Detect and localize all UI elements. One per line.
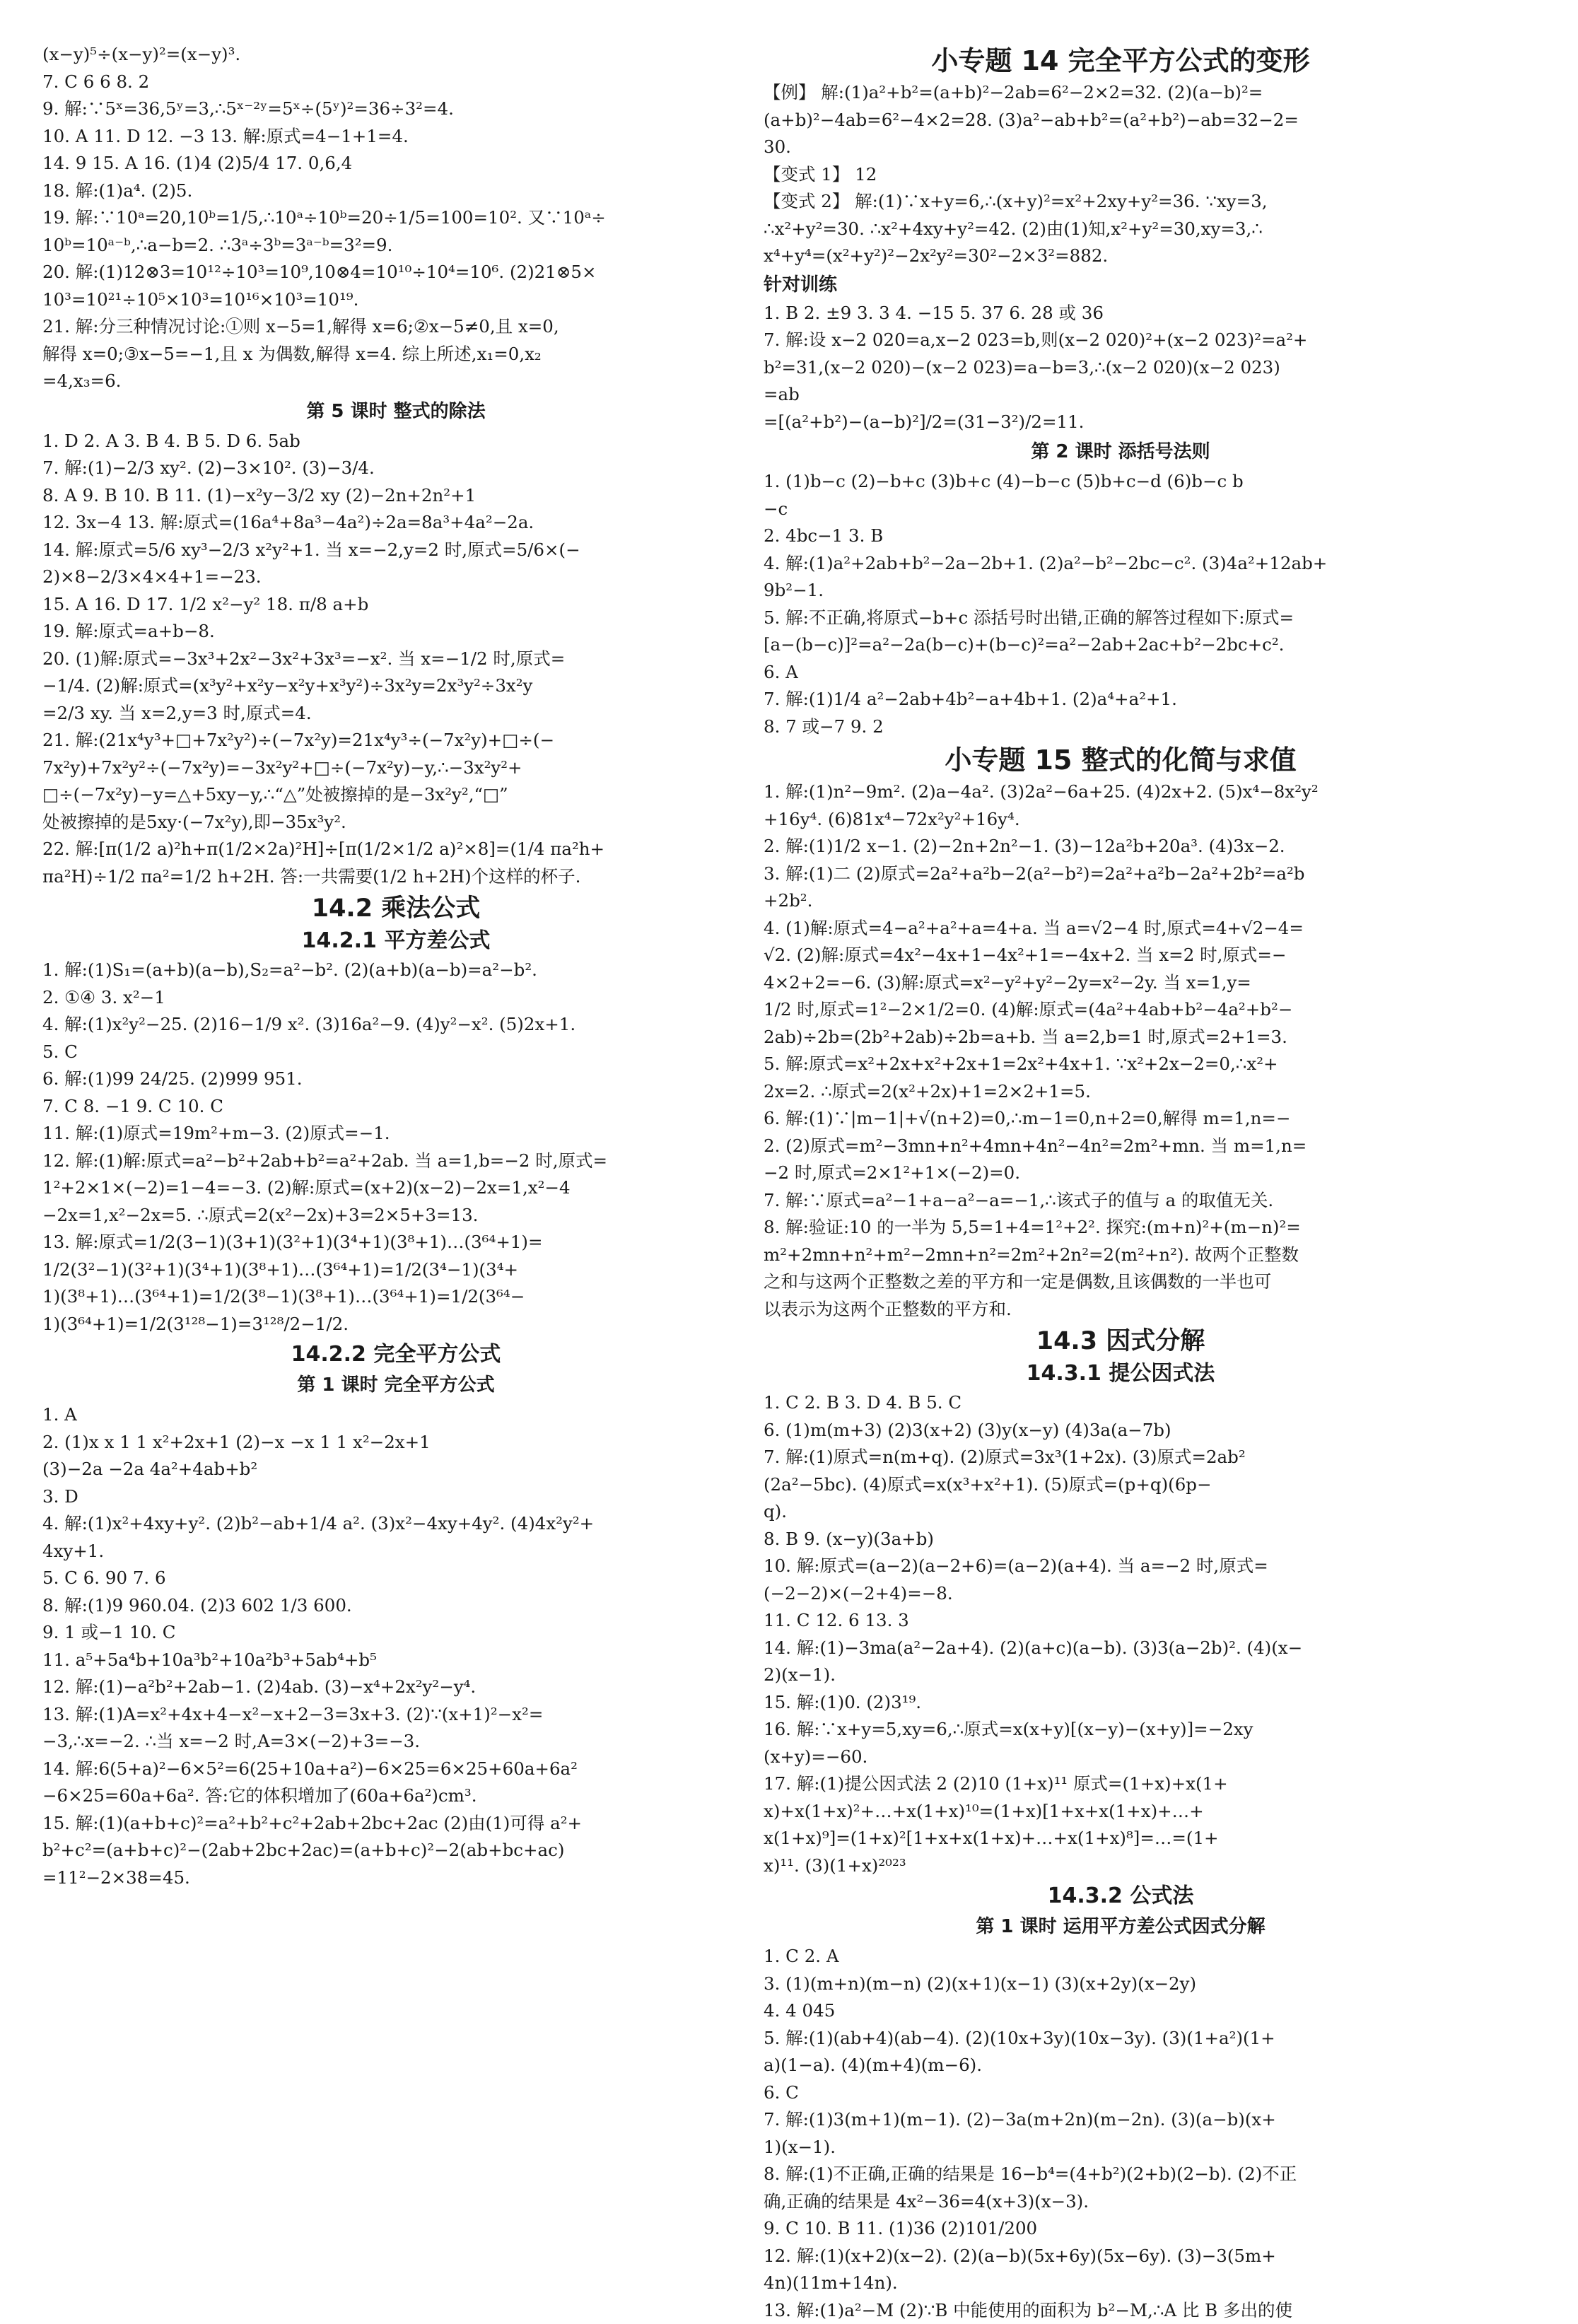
answer-line: 之和与这两个正整数之差的平方和一定是偶数,且该偶数的一半也可 [764,1268,1478,1296]
practice-heading: 针对训练 [764,271,1478,298]
topic-heading: 小专题 14 完全平方公式的变形 [764,44,1478,78]
answer-line: b²+c²=(a+b+c)²−(2ab+2bc+2ac)=(a+b+c)²−2(ab+bc+ac) [42,1837,749,1864]
answer-line: 1. C 2. B 3. D 4. B 5. C [764,1389,1478,1417]
answer-line: 20. 解:(1)12⊗3=10¹²÷10³=10⁹,10⊗4=10¹⁰÷10⁴=10⁶. (2)21⊗5× [42,259,749,286]
answer-line: 12. 解:(1)−a²b²+2ab−1. (2)4ab. (3)−x⁴+2x²y²−y⁴. [42,1674,749,1701]
answer-line: 8. B 9. (x−y)(3a+b) [764,1526,1478,1553]
answer-line: 10. 解:原式=(a−2)(a−2+6)=(a−2)(a+4). 当 a=−2 时,原式= [764,1553,1478,1580]
answer-line: x)+x(1+x)²+…+x(1+x)¹⁰=(1+x)[1+x+x(1+x)+…+ [764,1798,1478,1826]
answer-line: 5. 解:不正确,将原式−b+c 添括号时出错,正确的解答过程如下:原式= [764,605,1478,632]
answer-line: 2. (1)x x 1 1 x²+2x+1 (2)−x −x 1 1 x²−2x+1 [42,1429,749,1456]
answer-line: 6. C [764,2079,1478,2107]
answer-line: 6. A [764,659,1478,687]
answer-line: 8. A 9. B 10. B 11. (1)−x²y−3/2 xy (2)−2n+2n²+1 [42,482,749,510]
answer-line: 处被擦掉的是5xy·(−7x²y),即−35x³y². [42,809,749,836]
answer-line: 14. 9 15. A 16. (1)4 (2)5/4 17. 0,6,4 [42,150,749,177]
answer-line: 30. [764,134,1478,161]
answer-line: x⁴+y⁴=(x²+y²)²−2x²y²=30²−2×3²=882. [764,243,1478,270]
section-heading: 14.2 乘法公式 [42,893,749,924]
answer-line: 2x=2. ∴原式=2(x²+2x)+1=2×2+1=5. [764,1078,1478,1106]
answer-line: 12. 3x−4 13. 解:原式=(16a⁴+8a³−4a²)÷2a=8a³+4a²−2a. [42,509,749,537]
answer-line: 11. a⁵+5a⁴b+10a³b²+10a²b³+5ab⁴+b⁵ [42,1647,749,1674]
answer-line: 4xy+1. [42,1538,749,1565]
lesson-heading: 第 1 课时 运用平方差公式因式分解 [764,1913,1478,1940]
answer-line: 4. 4 045 [764,1997,1478,2025]
answer-line: □÷(−7x²y)−y=△+5xy−y,∴“△”处被擦掉的是−3x²y²,“□” [42,781,749,809]
answer-line: 6. (1)m(m+3) (2)3(x+2) (3)y(x−y) (4)3a(a−7b) [764,1417,1478,1444]
answer-line: 17. 解:(1)提公因式法 2 (2)10 (1+x)¹¹ 原式=(1+x)+x(1+ [764,1770,1478,1798]
answer-line: 5. C [42,1039,749,1066]
answer-line: (x−y)⁵÷(x−y)²=(x−y)³. [42,41,749,69]
answer-line: 3. (1)(m+n)(m−n) (2)(x+1)(x−1) (3)(x+2y)(x−2y) [764,1970,1478,1998]
answer-line: 7x²y)+7x²y²÷(−7x²y)=−3x²y²+□÷(−7x²y)−y,∴−3x²y²+ [42,754,749,782]
answer-line: ∴x²+y²=30. ∴x²+4xy+y²=42. (2)由(1)知,x²+y²=30,xy=3,∴ [764,216,1478,243]
subsection-heading: 14.3.2 公式法 [764,1882,1478,1910]
answer-line: 9b²−1. [764,577,1478,605]
answer-line: 2. 解:(1)1/2 x−1. (2)−2n+2n²−1. (3)−12a²b+20a³. (4)3x−2. [764,833,1478,860]
answer-line: −2x=1,x²−2x=5. ∴原式=2(x²−2x)+3=2×5+3=13. [42,1202,749,1230]
answer-line: 14. 解:(1)−3ma(a²−2a+4). (2)(a+c)(a−b). (3)3(a−2b)². (4)(x− [764,1635,1478,1662]
answer-line: 14. 解:原式=5/6 xy³−2/3 x²y²+1. 当 x=−2,y=2 时,原式=5/6×(− [42,537,749,564]
answer-line: 3. 解:(1)二 (2)原式=2a²+a²b−2(a²−b²)=2a²+a²b−2a²+2b²=a²b [764,860,1478,888]
answer-line: (3)−2a −2a 4a²+4ab+b² [42,1456,749,1483]
answer-line: =[(a²+b²)−(a−b)²]/2=(31−3²)/2=11. [764,409,1478,436]
answer-line: 21. 解:分三种情况讨论:①则 x−5=1,解得 x=6;②x−5≠0,且 x=0, [42,313,749,341]
answer-line: 1²+2×1×(−2)=1−4=−3. (2)解:原式=(x+2)(x−2)−2x=1,x²−4 [42,1174,749,1202]
answer-line: 7. 解:(1)1/4 a²−2ab+4b²−a+4b+1. (2)a⁴+a²+1. [764,686,1478,713]
answer-line: −c [764,496,1478,523]
answer-line: 1)(3⁸+1)…(3⁶⁴+1)=1/2(3⁸−1)(3⁸+1)…(3⁶⁴+1)=1/2(3⁶⁴− [42,1283,749,1311]
answer-line: 7. 解:(1)原式=n(m+q). (2)原式=3x³(1+2x). (3)原式=2ab² [764,1444,1478,1471]
answer-line: 9. 解:∵5ˣ=36,5ʸ=3,∴5ˣ⁻²ʸ=5ˣ÷(5ʸ)²=36÷3²=4. [42,95,749,123]
answer-line: 7. C 6 6 8. 2 [42,69,749,96]
answer-line: 3. D [42,1483,749,1511]
subsection-heading: 14.2.1 平方差公式 [42,927,749,955]
subsection-heading: 14.3.1 提公因式法 [764,1360,1478,1388]
answer-line: 10ᵇ=10ᵃ⁻ᵇ,∴a−b=2. ∴3ᵃ÷3ᵇ=3ᵃ⁻ᵇ=3²=9. [42,232,749,259]
answer-line: 20. (1)解:原式=−3x³+2x²−3x²+3x³=−x². 当 x=−1/2 时,原式= [42,646,749,673]
answer-line: 8. 解:(1)9 960.04. (2)3 602 1/3 600. [42,1592,749,1620]
answer-line: 4. (1)解:原式=4−a²+a²+a=4+a. 当 a=√2−4 时,原式=4+√2−4= [764,915,1478,942]
answer-line: 4. 解:(1)x²y²−25. (2)16−1/9 x². (3)16a²−9. (4)y²−x². (5)2x+1. [42,1011,749,1039]
answer-line: 19. 解:∵10ᵃ=20,10ᵇ=1/5,∴10ᵃ÷10ᵇ=20÷1/5=100=10². 又∵10ᵃ÷ [42,204,749,232]
answer-line: 1. C 2. A [764,1943,1478,1970]
answer-line: 1/2(3²−1)(3²+1)(3⁴+1)(3⁸+1)…(3⁶⁴+1)=1/2(3⁴−1)(3⁴+ [42,1256,749,1284]
answer-line: x)¹¹. (3)(1+x)²⁰²³ [764,1852,1478,1880]
answer-line: 19. 解:原式=a+b−8. [42,618,749,646]
answer-line: 1. B 2. ±9 3. 3 4. −15 5. 37 6. 28 或 36 [764,300,1478,327]
answer-line: +2b². [764,887,1478,915]
answer-line: 【变式 1】 12 [764,161,1478,189]
answer-line: 5. C 6. 90 7. 6 [42,1565,749,1592]
lesson-heading: 第 1 课时 完全平方公式 [42,1372,749,1399]
answer-line: 解得 x=0;③x−5=−1,且 x 为偶数,解得 x=4. 综上所述,x₁=0,x₂ [42,341,749,368]
answer-line: (a+b)²−4ab=6²−4×2=28. (3)a²−ab+b²=(a²+b²)−ab=32−2= [764,107,1478,134]
answer-line: (2a²−5bc). (4)原式=x(x³+x²+1). (5)原式=(p+q)(6p− [764,1471,1478,1499]
answer-line: √2. (2)解:原式=4x²−4x+1−4x²+1=−4x+2. 当 x=2 时,原式=− [764,942,1478,969]
answer-line: 9. C 10. B 11. (1)36 (2)101/200 [764,2215,1478,2243]
answer-line: 【例】 解:(1)a²+b²=(a+b)²−2ab=6²−2×2=32. (2)(a−b)²= [764,79,1478,107]
answer-line: b²=31,(x−2 020)−(x−2 023)=a−b=3,∴(x−2 020)(x−2 023) [764,354,1478,382]
answer-line: x(1+x)⁹]=(1+x)²[1+x+x(1+x)+…+x(1+x)⁸]=…=(1+ [764,1825,1478,1852]
answer-line: 16. 解:∵x+y=5,xy=6,∴原式=x(x+y)[(x−y)−(x+y)]=−2xy [764,1716,1478,1744]
answer-line: =4,x₃=6. [42,368,749,395]
lesson-heading: 第 5 课时 整式的除法 [42,398,749,425]
answer-line: 21. 解:(21x⁴y³+□+7x²y²)÷(−7x²y)=21x⁴y³÷(−7x²y)+□÷(− [42,727,749,754]
answer-line: 1. (1)b−c (2)−b+c (3)b+c (4)−b−c (5)b+c−d (6)b−c b [764,468,1478,496]
answer-line: −3,∴x=−2. ∴当 x=−2 时,A=3×(−2)+3=−3. [42,1728,749,1756]
answer-line: 9. 1 或−1 10. C [42,1619,749,1647]
answer-column-left [42,41,749,1891]
answer-line: 确,正确的结果是 4x²−36=4(x+3)(x−3). [764,2188,1478,2216]
answer-line: 5. 解:原式=x²+2x+x²+2x+1=2x²+4x+1. ∵x²+2x−2=0,∴x²+ [764,1051,1478,1078]
answer-line: 1)(x−1). [764,2134,1478,2161]
answer-line: 12. 解:(1)(x+2)(x−2). (2)(a−b)(5x+6y)(5x−6y). (3)−3(5m+ [764,2243,1478,2270]
answer-line: 22. 解:[π(1/2 a)²h+π(1/2×2a)²H]÷[π(1/2×1/2 a)²×8]=(1/4 πa²h+ [42,836,749,863]
answer-line: −2 时,原式=2×1²+1×(−2)=0. [764,1160,1478,1187]
answer-line: +16y⁴. (6)81x⁴−72x²y²+16y⁴. [764,806,1478,834]
lesson-heading: 第 2 课时 添括号法则 [764,438,1478,465]
answer-line: =2/3 xy. 当 x=2,y=3 时,原式=4. [42,700,749,728]
answer-line: −6×25=60a+6a². 答:它的体积增加了(60a+6a²)cm³. [42,1782,749,1810]
answer-line: πa²H)÷1/2 πa²=1/2 h+2H. 答:一共需要(1/2 h+2H)个这样的杯子. [42,863,749,891]
answer-line: 6. 解:(1)∵|m−1|+√(n+2)=0,∴m−1=0,n+2=0,解得 m=1,n=− [764,1105,1478,1133]
answer-line: 4. 解:(1)a²+2ab+b²−2a−2b+1. (2)a²−b²−2bc−c². (3)4a²+12ab+ [764,550,1478,578]
answer-line: 12. 解:(1)解:原式=a²−b²+2ab+b²=a²+2ab. 当 a=1,b=−2 时,原式= [42,1148,749,1175]
answer-line: 2)(x−1). [764,1662,1478,1689]
answer-line: 7. C 8. −1 9. C 10. C [42,1093,749,1121]
answer-line: a)(1−a). (4)(m+4)(m−6). [764,2052,1478,2079]
answer-line: 8. 7 或−7 9. 2 [764,713,1478,741]
answer-line: 15. A 16. D 17. 1/2 x²−y² 18. π/8 a+b [42,591,749,619]
answer-line: =ab [764,381,1478,409]
answer-line: 2)×8−2/3×4×4+1=−23. [42,564,749,591]
answer-line: 8. 解:验证:10 的一半为 5,5=1+4=1²+2². 探究:(m+n)²+(m−n)²= [764,1214,1478,1242]
answer-line: 7. 解:(1)3(m+1)(m−1). (2)−3a(m+2n)(m−2n). (3)(a−b)(x+ [764,2106,1478,2134]
answer-line: q). [764,1498,1478,1526]
answer-line: (−2−2)×(−2+4)=−8. [764,1580,1478,1608]
subsection-heading: 14.2.2 完全平方公式 [42,1341,749,1369]
answer-line: 以表示为这两个正整数的平方和. [764,1296,1478,1324]
answer-line: 1. A [42,1401,749,1429]
answer-line: [a−(b−c)]²=a²−2a(b−c)+(b−c)²=a²−2ab+2ac+b²−2bc+c². [764,631,1478,659]
answer-line: 15. 解:(1)(a+b+c)²=a²+b²+c²+2ab+2bc+2ac (2)由(1)可得 a²+ [42,1810,749,1838]
answer-line: 15. 解:(1)0. (2)3¹⁹. [764,1689,1478,1717]
answer-line: 2. (2)原式=m²−3mn+n²+4mn+4n²−4n²=2m²+mn. 当 m=1,n= [764,1133,1478,1160]
answer-line: 7. 解:(1)−2/3 xy². (2)−3×10². (3)−3/4. [42,455,749,482]
answer-line: 11. C 12. 6 13. 3 [764,1607,1478,1635]
answer-line: 【变式 2】 解:(1)∵x+y=6,∴(x+y)²=x²+2xy+y²=36. ∵xy=3, [764,188,1478,216]
answer-line: 2. ①④ 3. x²−1 [42,984,749,1012]
answer-line: 4×2+2=−6. (3)解:原式=x²−y²+y²−2y=x²−2y. 当 x=1,y= [764,969,1478,997]
answer-line: 2. 4bc−1 3. B [764,522,1478,550]
answer-line: =11²−2×38=45. [42,1864,749,1892]
section-heading: 14.3 因式分解 [764,1326,1478,1357]
answer-line: 18. 解:(1)a⁴. (2)5. [42,177,749,205]
answer-line: 10. A 11. D 12. −3 13. 解:原式=4−1+1=4. [42,123,749,151]
answer-line: 1. 解:(1)n²−9m². (2)a−4a². (3)2a²−6a+25. (4)2x+2. (5)x⁴−8x²y² [764,778,1478,806]
answer-line: −1/4. (2)解:原式=(x³y²+x²y−x²y+x³y²)÷3x²y=2x³y²÷3x²y [42,672,749,700]
answer-line: (x+y)=−60. [764,1744,1478,1771]
answer-column-right [764,41,1478,2324]
answer-line: 4n)(11m+14n). [764,2270,1478,2297]
answer-line: m²+2mn+n²+m²−2mn+n²=2m²+2n²=2(m²+n²). 故两个正整数 [764,1242,1478,1269]
answer-line: 14. 解:6(5+a)²−6×5²=6(25+10a+a²)−6×25=6×25+60a+6a² [42,1756,749,1783]
answer-line: 7. 解:∵原式=a²−1+a−a²−a=−1,∴该式子的值与 a 的取值无关. [764,1187,1478,1215]
answer-line: 6. 解:(1)99 24/25. (2)999 951. [42,1065,749,1093]
answer-line: 4. 解:(1)x²+4xy+y². (2)b²−ab+1/4 a². (3)x²−4xy+4y². (4)4x²y²+ [42,1510,749,1538]
answer-line: 13. 解:原式=1/2(3−1)(3+1)(3²+1)(3⁴+1)(3⁸+1)…(3⁶⁴+1)= [42,1229,749,1256]
answer-line: 1/2 时,原式=1²−2×1/2=0. (4)解:原式=(4a²+4ab+b²−4a²+b²− [764,996,1478,1024]
answer-line: 7. 解:设 x−2 020=a,x−2 023=b,则(x−2 020)²+(x−2 023)²=a²+ [764,327,1478,354]
answer-line: 13. 解:(1)A=x²+4x+4−x²−x+2−3=3x+3. (2)∵(x+1)²−x²= [42,1701,749,1729]
answer-line: 1. 解:(1)S₁=(a+b)(a−b),S₂=a²−b². (2)(a+b)(a−b)=a²−b². [42,957,749,984]
answer-line: 5. 解:(1)(ab+4)(ab−4). (2)(10x+3y)(10x−3y). (3)(1+a²)(1+ [764,2025,1478,2053]
answer-line: 11. 解:(1)原式=19m²+m−3. (2)原式=−1. [42,1120,749,1148]
answer-line: 2ab)÷2b=(2b²+2ab)÷2b=a+b. 当 a=2,b=1 时,原式=2+1=3. [764,1024,1478,1051]
answer-line: 1)(3⁶⁴+1)=1/2(3¹²⁸−1)=3¹²⁸/2−1/2. [42,1311,749,1338]
answer-line: 1. D 2. A 3. B 4. B 5. D 6. 5ab [42,428,749,455]
answer-line: 13. 解:(1)a²−M (2)∵B 中能使用的面积为 b²−M,∴A 比 B 多出的使 [764,2297,1478,2324]
answer-line: 10³=10²¹÷10⁵×10³=10¹⁶×10³=10¹⁹. [42,286,749,314]
answer-line: 8. 解:(1)不正确,正确的结果是 16−b⁴=(4+b²)(2+b)(2−b). (2)不正 [764,2161,1478,2188]
topic-heading: 小专题 15 整式的化简与求值 [764,743,1478,777]
